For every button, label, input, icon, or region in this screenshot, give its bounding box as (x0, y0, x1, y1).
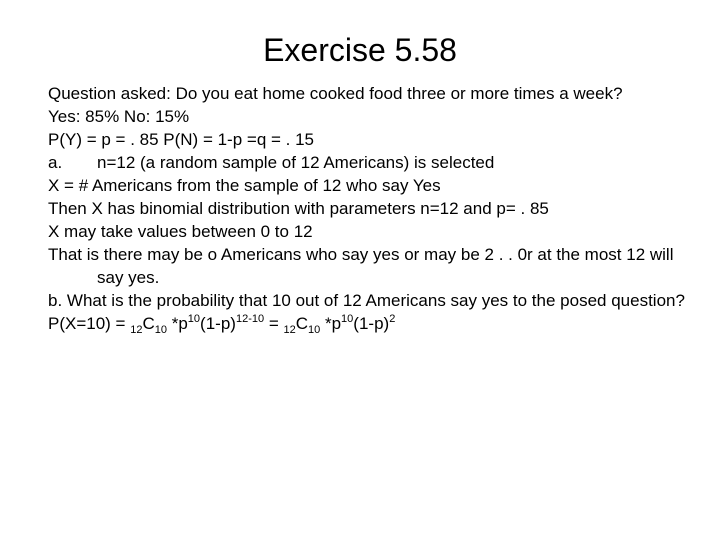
formula-base2: (1-p) (353, 314, 390, 333)
distribution-line: Then X has binomial distribution with parameters n=12 and p= . 85 (48, 199, 549, 218)
part-a-text: n=12 (a random sample of 12 Americans) is selected (97, 153, 495, 172)
formula-mult2: *p (320, 314, 342, 333)
slide-body (48, 82, 688, 335)
formula-line (48, 312, 688, 335)
question-line: Question asked: Do you eat home cooked food three or more times a week? (48, 84, 623, 103)
part-b-line: b. What is the probability that 10 out of 12 Americans say yes to the posed question? (48, 291, 685, 310)
formula-k2: 10 (308, 324, 321, 336)
formula-c2: C (295, 314, 308, 333)
interpretation-line: That is there may be o Americans who say yes or may be 2 . . 0r at the most 12 will say yes. (48, 245, 674, 287)
probabilities-line: P(Y) = p = . 85 P(N) = 1-p =q = . 15 (48, 130, 314, 149)
x-definition-line: X = # Americans from the sample of 12 who say Yes (48, 176, 441, 195)
responses-line: Yes: 85% No: 15% (48, 107, 190, 126)
formula-base1: (1-p) (200, 314, 236, 333)
formula-exp-p2: 10 (341, 313, 354, 325)
part-a-label: a. (48, 153, 63, 172)
part-a-line (48, 151, 688, 174)
formula-n1: 12 (130, 324, 143, 336)
formula-equals: = (264, 314, 284, 333)
formula-c1: C (142, 314, 155, 333)
slide-title: Exercise 5.58 (263, 32, 457, 68)
formula-k1: 10 (154, 324, 167, 336)
formula-exp-p1: 10 (187, 313, 201, 325)
range-line: X may take values between 0 to 12 (48, 222, 313, 241)
formula-exp-q2: 2 (389, 313, 396, 325)
formula-exp-q1: 12-10 (235, 313, 265, 325)
formula-n2: 12 (283, 324, 296, 336)
formula-lhs: P(X=10) = (48, 314, 131, 333)
formula-mult1: *p (167, 314, 188, 333)
